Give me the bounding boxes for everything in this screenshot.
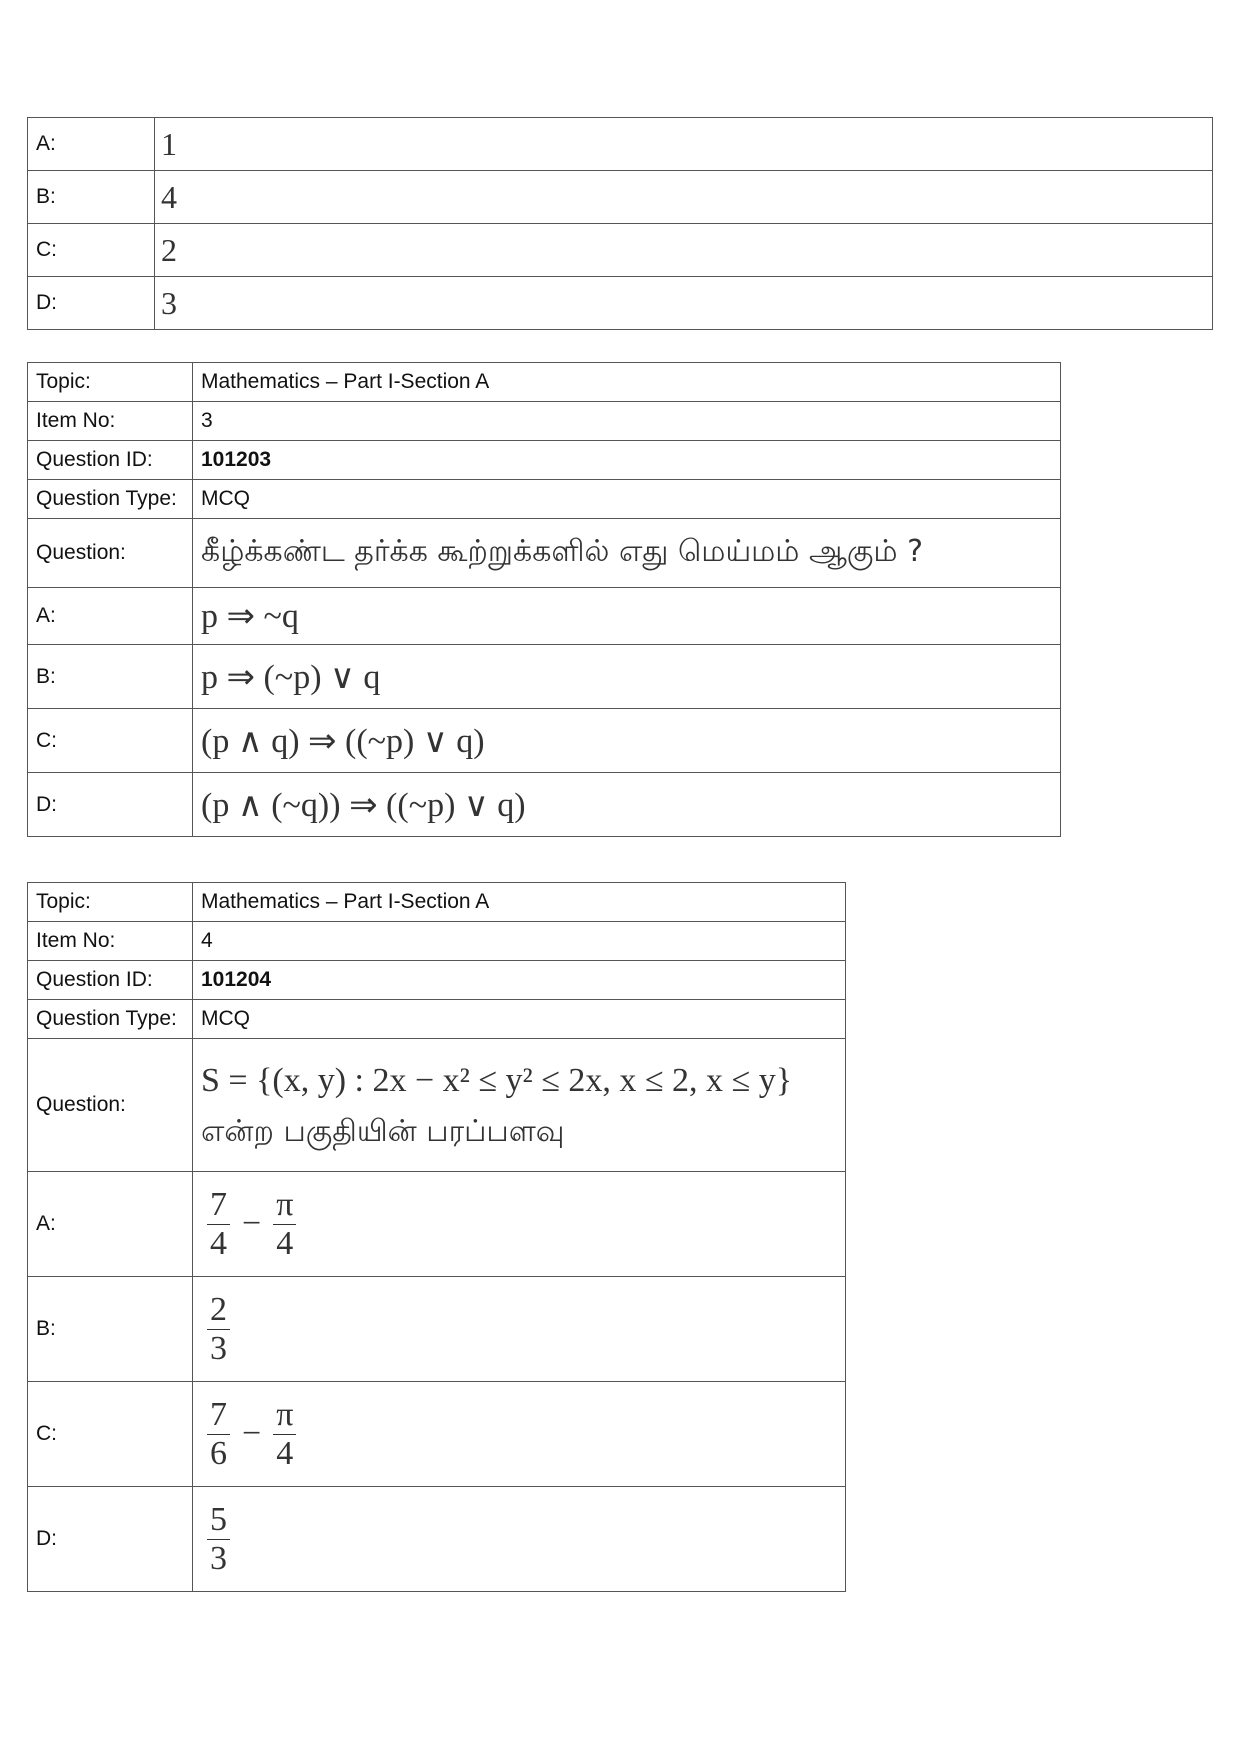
fraction xyxy=(207,1396,230,1472)
option-row-d xyxy=(28,277,1213,330)
option-label: B: xyxy=(28,171,155,224)
denominator: 3 xyxy=(210,1539,227,1577)
numerator: π xyxy=(273,1396,296,1434)
option-row-a xyxy=(28,118,1213,171)
topic-row xyxy=(28,883,846,922)
question-id-label: Question ID: xyxy=(28,441,193,480)
option-row-d xyxy=(28,1487,846,1592)
minus-sign: − xyxy=(242,1205,262,1242)
question-type-row xyxy=(28,480,1061,519)
option-value xyxy=(193,1277,846,1382)
option-value: 2 xyxy=(155,224,1213,277)
question-type-row xyxy=(28,1000,846,1039)
question-text: என்ற பகுதியின் பரப்பளவு xyxy=(201,1114,565,1150)
numerator: 7 xyxy=(207,1396,230,1434)
question-math: S = {(x, y) : 2x − x² ≤ y² ≤ 2x, x ≤ 2, x ≤ y} xyxy=(201,1061,793,1099)
topic-value: Mathematics – Part I-Section A xyxy=(193,363,1061,402)
question-content xyxy=(193,1039,846,1172)
question-type-value: MCQ xyxy=(193,480,1061,519)
question-id-row xyxy=(28,441,1061,480)
question-id-label: Question ID: xyxy=(28,961,193,1000)
item-no-value: 3 xyxy=(193,402,1061,441)
fraction xyxy=(273,1186,296,1262)
question-row xyxy=(28,519,1061,588)
option-label: D: xyxy=(28,773,193,837)
option-value: 1 xyxy=(155,118,1213,171)
question-id-value: 101203 xyxy=(193,441,1061,480)
option-label: A: xyxy=(28,588,193,645)
topic-value: Mathematics – Part I-Section A xyxy=(193,883,846,922)
previous-question-options-table xyxy=(27,117,1213,330)
item-no-label: Item No: xyxy=(28,402,193,441)
option-label: C: xyxy=(28,1382,193,1487)
option-row-d xyxy=(28,773,1061,837)
option-value: (p ∧ (~q)) ⇒ ((~p) ∨ q) xyxy=(193,773,1061,837)
denominator: 4 xyxy=(210,1224,227,1262)
question-label: Question: xyxy=(28,519,193,588)
numerator: π xyxy=(273,1186,296,1224)
option-row-b xyxy=(28,645,1061,709)
numerator: 2 xyxy=(207,1291,230,1329)
fraction xyxy=(273,1396,296,1472)
option-label: C: xyxy=(28,224,155,277)
option-row-c xyxy=(28,1382,846,1487)
question-row xyxy=(28,1039,846,1172)
denominator: 4 xyxy=(276,1224,294,1262)
option-label: B: xyxy=(28,1277,193,1382)
option-value: 3 xyxy=(155,277,1213,330)
option-row-a xyxy=(28,588,1061,645)
item-no-row xyxy=(28,922,846,961)
topic-row xyxy=(28,363,1061,402)
option-label: D: xyxy=(28,1487,193,1592)
question-id-value: 101204 xyxy=(193,961,846,1000)
option-value: p ⇒ ~q xyxy=(193,588,1061,645)
topic-label: Topic: xyxy=(28,883,193,922)
question-type-value: MCQ xyxy=(193,1000,846,1039)
minus-sign: − xyxy=(242,1415,262,1452)
fraction xyxy=(207,1291,230,1367)
denominator: 3 xyxy=(210,1329,227,1367)
item-no-value: 4 xyxy=(193,922,846,961)
denominator: 6 xyxy=(210,1434,227,1472)
option-label: B: xyxy=(28,645,193,709)
topic-label: Topic: xyxy=(28,363,193,402)
question-3-table xyxy=(27,362,1061,837)
option-label: D: xyxy=(28,277,155,330)
option-value: (p ∧ q) ⇒ ((~p) ∨ q) xyxy=(193,709,1061,773)
option-row-b xyxy=(28,171,1213,224)
question-type-label: Question Type: xyxy=(28,1000,193,1039)
question-id-row xyxy=(28,961,846,1000)
option-row-a xyxy=(28,1172,846,1277)
item-no-row xyxy=(28,402,1061,441)
option-label: A: xyxy=(28,118,155,171)
fraction xyxy=(207,1501,230,1577)
question-type-label: Question Type: xyxy=(28,480,193,519)
numerator: 5 xyxy=(207,1501,230,1539)
fraction xyxy=(207,1186,230,1262)
option-row-c xyxy=(28,709,1061,773)
question-4-table xyxy=(27,882,846,1592)
option-row-b xyxy=(28,1277,846,1382)
option-row-c xyxy=(28,224,1213,277)
option-value: p ⇒ (~p) ∨ q xyxy=(193,645,1061,709)
option-value xyxy=(193,1382,846,1487)
denominator: 4 xyxy=(276,1434,294,1472)
option-value xyxy=(193,1487,846,1592)
item-no-label: Item No: xyxy=(28,922,193,961)
question-label: Question: xyxy=(28,1039,193,1172)
option-value xyxy=(193,1172,846,1277)
option-value: 4 xyxy=(155,171,1213,224)
option-label: A: xyxy=(28,1172,193,1277)
numerator: 7 xyxy=(207,1186,230,1224)
option-label: C: xyxy=(28,709,193,773)
question-text: கீழ்க்கண்ட தர்க்க கூற்றுக்களில் எது மெய்மம் ஆகும் ? xyxy=(193,519,1061,588)
